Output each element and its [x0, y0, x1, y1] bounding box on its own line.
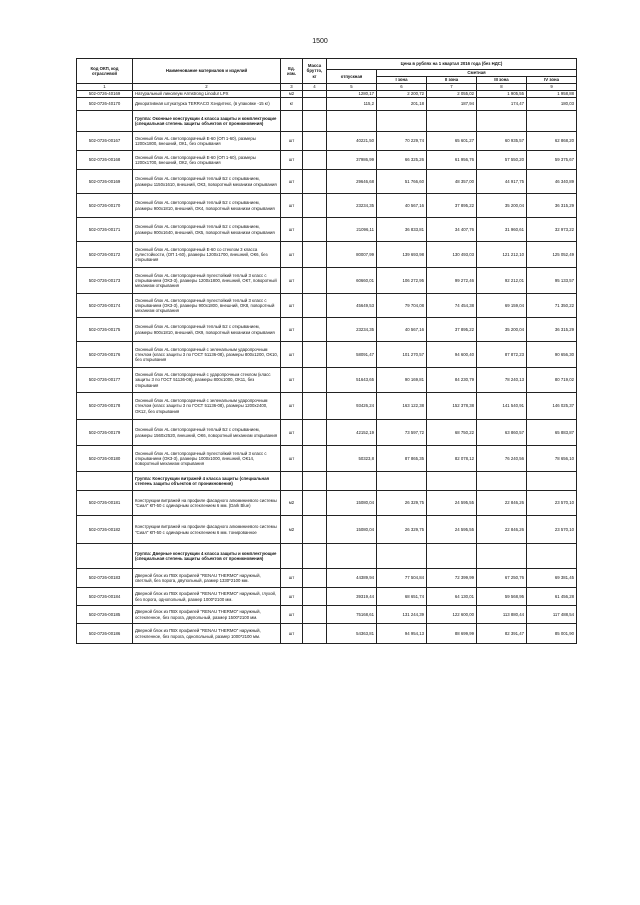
price-release: 1280,17 [327, 91, 377, 98]
item-unit: шт [281, 342, 303, 368]
item-code: 502-0726-00171 [77, 218, 133, 242]
table-row [77, 91, 577, 98]
item-name: Дверной блок из ПВХ профилей "RENAU THERMO" наружный, глухой, без порога, однопольный, размер 1000*2100 мм. [133, 588, 281, 606]
item-unit: шт [281, 588, 303, 606]
table-row [77, 242, 577, 268]
item-name: Оконный блок AL светопрозрачный с зеленальным ударопрочным стеклом (класс защиты 3 по ГОСТ 51136-08), размеры 800х1200, ОК10, без открывания [133, 342, 281, 368]
item-name: Оконный блок AL светопрозрачный с ударопрочным стеклом (класс защиты 3 по ГОСТ 51136-08), размеры 800х1000, ОК11, без открывания [133, 368, 281, 393]
item-unit: шт [281, 294, 303, 318]
price-zone-3: 76 240,56 [477, 446, 527, 472]
page-number: 1500 [312, 38, 328, 45]
empty-cell [303, 472, 327, 491]
price-zone-4: 180,03 [527, 98, 577, 111]
price-release: 60660,01 [327, 268, 377, 294]
column-number: 7 [427, 84, 477, 91]
price-zone-1: 163 122,38 [377, 393, 427, 420]
price-zone-1: 139 693,98 [377, 242, 427, 268]
item-mass [303, 91, 327, 98]
price-table [76, 58, 577, 644]
price-zone-3: 92 212,01 [477, 268, 527, 294]
price-zone-3: 141 540,91 [477, 393, 527, 420]
price-zone-3: 22 846,26 [477, 491, 527, 516]
empty-cell [377, 111, 427, 132]
column-number-row [77, 84, 577, 91]
price-zone-1: 106 272,95 [377, 268, 427, 294]
item-unit: шт [281, 368, 303, 393]
item-name: Натуральный линолеум Armstrong Linodur LPX [133, 91, 281, 98]
price-zone-1: 73 597,72 [377, 420, 427, 446]
empty-cell [427, 111, 477, 132]
table-row [77, 588, 577, 606]
price-zone-3: 69 159,04 [477, 294, 527, 318]
price-release: 115,2 [327, 98, 377, 111]
price-zone-3: 22 846,26 [477, 516, 527, 544]
table-body [77, 91, 577, 644]
price-zone-2: 82 078,12 [427, 446, 477, 472]
price-zone-3: 63 860,57 [477, 420, 527, 446]
item-code: 502-0726-00168 [77, 151, 133, 170]
item-code: 502-0726-00181 [77, 491, 133, 516]
table-row [77, 151, 577, 170]
column-number: 4 [303, 84, 327, 91]
item-mass [303, 588, 327, 606]
table-row [77, 170, 577, 194]
price-zone-4: 69 381,45 [527, 569, 577, 588]
empty-cell [303, 544, 327, 569]
item-unit: шт [281, 151, 303, 170]
price-release: 50323,8 [327, 446, 377, 472]
price-zone-3: 60 935,57 [477, 132, 527, 151]
item-mass [303, 268, 327, 294]
price-zone-3: 44 917,75 [477, 170, 527, 194]
item-name: Оконный блок AL светопрозрачный теплый Б2 с открыванием, размеры 1150х1610, внешний, ОК3, поворотный механизм открывания [133, 170, 281, 194]
group-title: Группа: Оконные конструкции 4 класса защиты и комплектующие (специальная степень защиты объектов от проникновения) [133, 111, 281, 132]
price-zone-3: 67 250,76 [477, 569, 527, 588]
item-mass [303, 393, 327, 420]
item-unit: шт [281, 268, 303, 294]
item-code: 502-0726-00179 [77, 420, 133, 446]
price-zone-4: 23 570,10 [527, 516, 577, 544]
table-row [77, 491, 577, 516]
price-zone-3: 82 391,47 [477, 624, 527, 644]
empty-cell [377, 544, 427, 569]
table-row [77, 132, 577, 151]
price-zone-4: 46 340,89 [527, 170, 577, 194]
item-name: Дверной блок из ПВХ профилей "RENAU THERMO" наружный, остекленное, без порога, двупольный, размер 1500*2100 мм. [133, 606, 281, 624]
group-row [77, 472, 577, 491]
header-zone-2: II зона [427, 77, 477, 84]
price-zone-4: 90 656,30 [527, 342, 577, 368]
price-zone-2: 37 895,22 [427, 318, 477, 342]
item-name: Оконный блок AL светопрозрачный пулестойкий теплый 3 класс с открыванием (ОК3-3), размеры 1000х1000, внешний, ОК14, поворотный механизм открывания [133, 446, 281, 472]
price-zone-1: 40 567,16 [377, 318, 427, 342]
item-code: 502-0726-00180 [77, 446, 133, 472]
item-name: Оконный блок AL светопрозрачный Е-60 со стеклом 3 класса пулестойкости, (ОП 1-60), размеры 1200х1700, внешний, ОК6, без открывания [133, 242, 281, 268]
item-mass [303, 446, 327, 472]
item-mass [303, 342, 327, 368]
price-zone-1: 2 200,72 [377, 91, 427, 98]
empty-cell [477, 472, 527, 491]
price-zone-2: 24 595,55 [427, 516, 477, 544]
item-name: Дверной блок из ПВХ профилей "RENAU THERMO" наружный, остекленное, без порога, однопольный, размер 1000*2100 мм. [133, 624, 281, 644]
item-code: 502-0726-00178 [77, 393, 133, 420]
table-row [77, 268, 577, 294]
item-code: 502-0726-00182 [77, 516, 133, 544]
empty-cell [427, 472, 477, 491]
table-row [77, 98, 577, 111]
table-row [77, 569, 577, 588]
header-price-group: Цена в рублях на 1 квартал 2016 года (без НДС) [327, 59, 577, 70]
item-mass [303, 516, 327, 544]
column-number: 5 [327, 84, 377, 91]
table-row [77, 342, 577, 368]
header-code: Код ОКП, код отраслевой [77, 59, 133, 84]
price-zone-2: 72 399,99 [427, 569, 477, 588]
price-zone-4: 117 488,54 [527, 606, 577, 624]
price-zone-3: 57 550,20 [477, 151, 527, 170]
item-unit: шт [281, 393, 303, 420]
header-zone-1: I зона [377, 77, 427, 84]
price-zone-4: 125 052,49 [527, 242, 577, 268]
empty-cell [281, 111, 303, 132]
table-row [77, 420, 577, 446]
price-zone-4: 78 656,10 [527, 446, 577, 472]
item-unit: шт [281, 132, 303, 151]
empty-cell [77, 111, 133, 132]
empty-cell [327, 111, 377, 132]
price-zone-1: 79 704,08 [377, 294, 427, 318]
item-mass [303, 242, 327, 268]
price-zone-2: 24 595,55 [427, 491, 477, 516]
empty-cell [477, 111, 527, 132]
price-zone-2: 2 055,02 [427, 91, 477, 98]
item-code: 502-0726-00186 [77, 624, 133, 644]
item-name: Оконный блок AL светопрозрачный теплый Б2 с открыванием, размеры 900х1640, внешний, ОК5, поворотный механизм открывания [133, 218, 281, 242]
price-zone-1: 90 169,81 [377, 368, 427, 393]
empty-cell [477, 544, 527, 569]
header-estimate: Сметная [377, 70, 577, 77]
price-release: 37986,99 [327, 151, 377, 170]
price-release: 58091,47 [327, 342, 377, 368]
item-unit: шт [281, 218, 303, 242]
table-row [77, 318, 577, 342]
price-zone-3: 1 905,55 [477, 91, 527, 98]
item-code: 502-0726-00177 [77, 368, 133, 393]
item-name: Оконный блок AL светопрозрачный теплый Б2 с открыванием, размеры 900х1810, внешний, ОК4, поворотный механизм открывания [133, 194, 281, 218]
item-code: 502-0726-00175 [77, 318, 133, 342]
price-release: 42152,19 [327, 420, 377, 446]
price-release: 15080,04 [327, 491, 377, 516]
price-zone-1: 66 325,26 [377, 151, 427, 170]
price-zone-3: 121 212,10 [477, 242, 527, 268]
price-zone-1: 201,18 [377, 98, 427, 111]
price-zone-1: 77 504,84 [377, 569, 427, 588]
price-zone-2: 34 407,76 [427, 218, 477, 242]
item-mass [303, 318, 327, 342]
price-zone-4: 23 570,10 [527, 491, 577, 516]
item-code: 502-0726-00174 [77, 294, 133, 318]
item-mass [303, 170, 327, 194]
price-release: 75168,61 [327, 606, 377, 624]
price-release: 23234,35 [327, 194, 377, 218]
price-zone-1: 70 229,74 [377, 132, 427, 151]
price-zone-2: 88 699,99 [427, 624, 477, 644]
item-code: 502-0726-00170 [77, 194, 133, 218]
header-mass: Масса брутто, кг [303, 59, 327, 84]
price-zone-4: 146 025,37 [527, 393, 577, 420]
price-zone-1: 36 833,81 [377, 218, 427, 242]
price-zone-2: 152 378,38 [427, 393, 477, 420]
price-zone-1: 51 766,60 [377, 170, 427, 194]
item-code: 502-0726-40169 [77, 91, 133, 98]
item-mass [303, 368, 327, 393]
price-release: 40221,50 [327, 132, 377, 151]
empty-cell [77, 544, 133, 569]
item-unit: шт [281, 170, 303, 194]
price-zone-3: 31 960,61 [477, 218, 527, 242]
item-name: Декоративная штукатурка TERRACO Хэндитекс, (в упаковке -15 кг) [133, 98, 281, 111]
price-zone-1: 101 270,57 [377, 342, 427, 368]
item-code: 502-0726-00176 [77, 342, 133, 368]
price-zone-4: 62 868,20 [527, 132, 577, 151]
column-number: 6 [377, 84, 427, 91]
group-row [77, 111, 577, 132]
item-mass [303, 420, 327, 446]
price-zone-1: 68 651,74 [377, 588, 427, 606]
price-release: 44389,94 [327, 569, 377, 588]
price-zone-3: 35 200,04 [477, 194, 527, 218]
empty-cell [327, 472, 377, 491]
price-zone-4: 61 456,28 [527, 588, 577, 606]
price-zone-4: 32 973,22 [527, 218, 577, 242]
item-name: Оконный блок AL светопрозрачный теплый Б2 с открыванием, размеры 1560х2520, внешний, ОК6, поворотный механизм открывания [133, 420, 281, 446]
price-zone-3: 35 200,04 [477, 318, 527, 342]
price-zone-1: 26 329,75 [377, 491, 427, 516]
price-zone-1: 94 954,13 [377, 624, 427, 644]
item-mass [303, 606, 327, 624]
price-zone-2: 187,94 [427, 98, 477, 111]
price-zone-1: 87 865,35 [377, 446, 427, 472]
price-zone-3: 78 240,13 [477, 368, 527, 393]
price-zone-4: 59 375,67 [527, 151, 577, 170]
item-mass [303, 624, 327, 644]
price-zone-2: 65 601,27 [427, 132, 477, 151]
group-title: Группа: Конструкции витражей 4 класса защиты (специальная степень защиты объектов от проникновения) [133, 472, 281, 491]
header-name: Наименование материалов и изделий [133, 59, 281, 84]
item-unit: шт [281, 624, 303, 644]
item-mass [303, 151, 327, 170]
item-code: 502-0726-00167 [77, 132, 133, 151]
column-number: 3 [281, 84, 303, 91]
item-code: 502-0726-00169 [77, 170, 133, 194]
table-row [77, 446, 577, 472]
item-mass [303, 98, 327, 111]
column-number: 8 [477, 84, 527, 91]
group-title: Группа: Дверные конструкции 4 класса защиты и комплектующие (специальная степень защиты объектов от проникновения) [133, 544, 281, 569]
price-zone-1: 40 567,16 [377, 194, 427, 218]
price-zone-3: 59 568,95 [477, 588, 527, 606]
price-zone-2: 94 600,40 [427, 342, 477, 368]
item-mass [303, 194, 327, 218]
item-mass [303, 294, 327, 318]
item-code: 502-0726-00184 [77, 588, 133, 606]
price-release: 29646,68 [327, 170, 377, 194]
group-row [77, 544, 577, 569]
item-unit: шт [281, 446, 303, 472]
price-zone-2: 99 272,46 [427, 268, 477, 294]
price-zone-3: 174,47 [477, 98, 527, 111]
empty-cell [281, 544, 303, 569]
item-unit: шт [281, 194, 303, 218]
price-zone-2: 122 600,00 [427, 606, 477, 624]
item-mass [303, 569, 327, 588]
price-zone-2: 61 956,76 [427, 151, 477, 170]
price-zone-2: 48 357,00 [427, 170, 477, 194]
price-release: 15080,04 [327, 516, 377, 544]
item-name: Оконный блок AL светопрозрачный Е-60 (ОП 1-60), размеры 1200х1700, внешний, ОК2, без открывания [133, 151, 281, 170]
item-mass [303, 491, 327, 516]
price-zone-1: 131 244,39 [377, 606, 427, 624]
price-zone-2: 130 493,03 [427, 242, 477, 268]
empty-cell [377, 472, 427, 491]
price-zone-2: 37 895,22 [427, 194, 477, 218]
price-release: 51643,65 [327, 368, 377, 393]
item-name: Дверной блок из ПВХ профилей "RENAU THERMO" наружный, светлый, без порога, двупольный, размер 1330*2100 мм. [133, 569, 281, 588]
price-zone-4: 80 719,02 [527, 368, 577, 393]
price-zone-3: 113 880,44 [477, 606, 527, 624]
table-row [77, 368, 577, 393]
price-zone-2: 64 130,01 [427, 588, 477, 606]
header-unit: Ед. изм. [281, 59, 303, 84]
table-row [77, 218, 577, 242]
header-release: отпускная [327, 70, 377, 84]
price-release: 39319,44 [327, 588, 377, 606]
item-name: Оконный блок AL светопрозрачный теплый Б2 с открыванием, размеры 900х1810, внешний, ОК9, поворотный механизм открывания [133, 318, 281, 342]
price-release: 54363,81 [327, 624, 377, 644]
price-zone-2: 84 230,79 [427, 368, 477, 393]
empty-cell [327, 544, 377, 569]
item-name: Оконный блок AL светопрозрачный Е-60 (ОП 1-60), размеры 1200х1800, внешний, ОК1, без открывания [133, 132, 281, 151]
price-zone-3: 87 872,23 [477, 342, 527, 368]
price-release: 21096,11 [327, 218, 377, 242]
empty-cell [527, 111, 577, 132]
table-row [77, 624, 577, 644]
column-number: 9 [527, 84, 577, 91]
item-unit: м2 [281, 516, 303, 544]
item-unit: шт [281, 242, 303, 268]
price-zone-4: 36 315,29 [527, 318, 577, 342]
price-zone-4: 65 883,87 [527, 420, 577, 446]
empty-cell [303, 111, 327, 132]
empty-cell [527, 544, 577, 569]
item-name: Оконный блок AL светопрозрачный пулестойкий теплый 3 класс с открыванием (ОК3-3), размеры 900х1800, внешний, ОК8, поворотный механизм открывания [133, 294, 281, 318]
item-unit: кг [281, 98, 303, 111]
item-unit: шт [281, 420, 303, 446]
item-code: 502-0726-00172 [77, 242, 133, 268]
price-zone-4: 85 001,90 [527, 624, 577, 644]
price-zone-4: 95 133,57 [527, 268, 577, 294]
table-row [77, 393, 577, 420]
price-release: 80007,99 [327, 242, 377, 268]
header-zone-4: IV зона [527, 77, 577, 84]
empty-cell [427, 544, 477, 569]
item-name: Оконный блок AL светопрозрачный пулестойкий теплый 3 класс с открыванием (ОК3-3), размеры 1200х1800, внешний, ОК7, поворотный механизм открывания [133, 268, 281, 294]
price-zone-1: 26 329,75 [377, 516, 427, 544]
price-zone-4: 71 350,22 [527, 294, 577, 318]
price-release: 45649,53 [327, 294, 377, 318]
item-unit: м2 [281, 91, 303, 98]
price-release: 93426,24 [327, 393, 377, 420]
table-row [77, 194, 577, 218]
item-name: Конструкции витражей на профиле фасадного алюминиевого системы "Сиал" КП-50 с одинарным остеклением 6 мм. тонированное [133, 516, 281, 544]
table-row [77, 606, 577, 624]
header-zone-3: III зона [477, 77, 527, 84]
table-row [77, 294, 577, 318]
item-unit: м2 [281, 491, 303, 516]
item-mass [303, 132, 327, 151]
empty-cell [77, 472, 133, 491]
price-release: 23234,35 [327, 318, 377, 342]
price-zone-2: 68 750,22 [427, 420, 477, 446]
price-zone-4: 1 958,88 [527, 91, 577, 98]
item-mass [303, 218, 327, 242]
item-code: 502-0726-00185 [77, 606, 133, 624]
item-code: 502-0726-00183 [77, 569, 133, 588]
empty-cell [527, 472, 577, 491]
column-number: 1 [77, 84, 133, 91]
item-name: Оконный блок AL светопрозрачный с зеленальным ударопрочным стеклом (класс защиты 3 по ГОСТ 51136-08), размеры 1200х2400, ОК12, без открывания [133, 393, 281, 420]
item-name: Конструкции витражей на профиле фасадного алюминиевого системы "Сиал" КП-50 с одинарным остеклением 6 мм. (Dark Blue) [133, 491, 281, 516]
empty-cell [281, 472, 303, 491]
item-code: 502-0726-00173 [77, 268, 133, 294]
price-zone-2: 74 454,38 [427, 294, 477, 318]
item-code: 502-0726-40170 [77, 98, 133, 111]
column-number: 2 [133, 84, 281, 91]
table-row [77, 516, 577, 544]
price-zone-4: 36 315,29 [527, 194, 577, 218]
item-unit: шт [281, 569, 303, 588]
item-unit: шт [281, 318, 303, 342]
item-unit: шт [281, 606, 303, 624]
